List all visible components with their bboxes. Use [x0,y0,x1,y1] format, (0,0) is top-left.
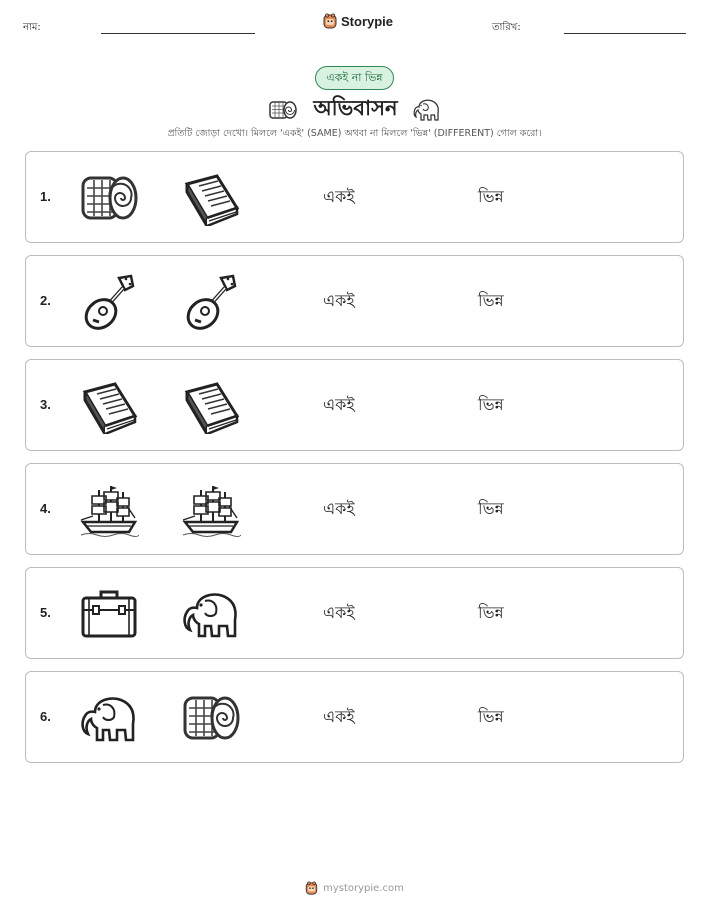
date-field[interactable] [564,33,686,34]
same-option[interactable]: একই [323,187,355,206]
book-icon [181,378,241,434]
date-label: তারিখ: [492,22,521,33]
suitcase-icon [79,586,139,642]
different-option[interactable]: ভিন্ন [478,603,504,622]
footer [0,881,709,895]
question-row [25,463,684,555]
elephant-icon [79,690,139,746]
instructions: প্রতিটি জোড়া দেখো। মিললে 'একই' (SAME) অথবা না মিললে 'ভিন্ন' (DIFFERENT) গোল করো। [167,128,542,139]
question-row [25,255,684,347]
same-option[interactable]: একই [323,707,355,726]
mandolin-icon [79,274,139,330]
sleeping-mat-icon [267,99,299,121]
page-title: অভিবাসন [313,96,398,120]
different-option[interactable]: ভিন্ন [478,395,504,414]
same-option[interactable]: একই [323,499,355,518]
same-option[interactable]: একই [323,291,355,310]
worksheet-type-badge: একই না ভিন্ন [315,66,394,90]
same-option[interactable]: একই [323,395,355,414]
storypie-mascot-icon [323,13,337,29]
name-field[interactable] [101,33,255,34]
brand-name: Storypie [341,13,394,29]
elephant-icon [181,586,241,642]
book-icon [79,378,139,434]
footer-url: mystorypie.com [323,882,404,894]
title-row [0,92,709,127]
different-option[interactable]: ভিন্ন [478,707,504,726]
sleeping-mat-icon [181,690,241,746]
question-number: 6. [40,709,51,724]
different-option[interactable]: ভিন্ন [478,499,504,518]
question-number: 2. [40,293,51,308]
book-icon [181,170,241,226]
ship-icon [79,482,139,538]
question-row [25,151,684,243]
storypie-mascot-icon [305,881,318,895]
same-option[interactable]: একই [323,603,355,622]
question-number: 5. [40,605,51,620]
brand-logo [323,13,393,29]
question-number: 3. [40,397,51,412]
elephant-icon [412,97,442,123]
mandolin-icon [181,274,241,330]
sleeping-mat-icon [79,170,139,226]
question-row [25,359,684,451]
ship-icon [181,482,241,538]
question-row [25,671,684,763]
question-number: 4. [40,501,51,516]
question-row [25,567,684,659]
different-option[interactable]: ভিন্ন [478,291,504,310]
different-option[interactable]: ভিন্ন [478,187,504,206]
name-label: নাম: [23,22,41,33]
question-number: 1. [40,189,51,204]
